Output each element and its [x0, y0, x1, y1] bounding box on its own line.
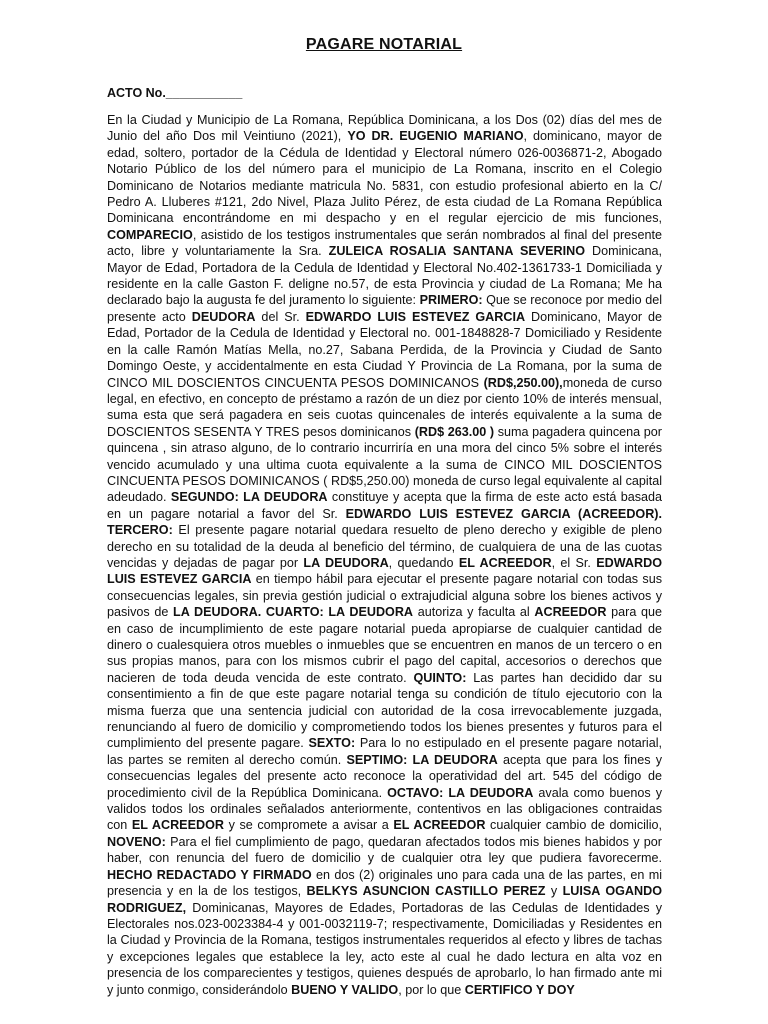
text-run: en tiempo hábil para ejecutar el presente pagare notarial con todas sus consecuencias legales, sin previa gestión judicial o extrajudicial alguna sobre los bienes activos y pasivos de	[107, 572, 662, 620]
text-run: El presente pagare notarial quedara resuelto de pleno derecho y exigible de pleno derecho en su totalidad de la deuda al beneficio del término, de cualquiera de una de las cuotas vencidas y dejadas de pagar por	[107, 523, 662, 570]
document-body	[107, 112, 662, 1012]
bold-text-run: CERTIFICO Y DOY	[464, 982, 575, 997]
text-run: y	[545, 884, 563, 899]
bold-text-run: BELKYS ASUNCION CASTILLO PEREZ	[306, 884, 546, 899]
bold-text-run: DEUDORA	[191, 309, 256, 324]
text-run: Para el fiel cumplimiento de pago, quedaran afectados todos mis bienes habidos y por haber, con renuncia del fuero de domicilio y de cualquier otra ley que pudiera favorecerme.	[107, 834, 662, 866]
text-run: en dos (2) originales uno para cada una de las partes, en mi presencia y en la de los testigos,	[107, 867, 662, 899]
text-run: , dominicano, mayor de edad, soltero, portador de la Cédula de Identidad y Electoral número 026-0036871-2, Abogado Notario Público de los del número para el municipio de La Romana, inscrito en el Colegio Dominicano de Notarios mediante matricula No. 5831, con estudio profesional abierto en la C/ Pedro A. Lluberes #121, 2do Nivel, Plaza Julito Pérez, de esta ciudad de La Romana República Dominicana encontrándome en mi despacho y en el regular ejercicio de mis funciones,	[107, 129, 662, 226]
bold-text-run: QUINTO:	[413, 670, 467, 685]
bold-text-run: LA DEUDORA	[303, 555, 389, 570]
text-run: , asistido de los testigos instrumentales que serán nombrados al final del presente acto, libre y voluntariamente la Sra.	[107, 227, 662, 259]
acto-number-line: ACTO No.___________	[107, 86, 243, 100]
text-run: , quedando	[388, 555, 459, 570]
bold-text-run: BUENO Y VALIDO	[291, 982, 399, 997]
bold-text-run: EL ACREEDOR	[393, 818, 486, 833]
bold-text-run: EDWARDO LUIS ESTEVEZ GARCIA (ACREEDOR). TERCERO:	[107, 506, 662, 538]
bold-text-run: SEPTIMO: LA DEUDORA	[346, 752, 498, 767]
text-run: acepta que para los fines y consecuencias legales del presente acto reconoce la operatividad del art. 545 del código de procedimiento civil de la República Dominicana.	[107, 752, 662, 800]
text-run: Dominicano, Mayor de Edad, Portador de la Cedula de Identidad y Electoral no. 001-1848828-7 Domiciliado y Residente en la calle Ramón Matías Mella, no.27, Sabana Perdida, de la Provincia y Ciudad de Santo Domingo Oeste, y accidentalmente en esta Ciudad Y Provincia de La Romana, por la suma de CINCO MIL DOSCIENTOS CINCUENTA PESOS DOMINICANOS	[107, 309, 662, 390]
text-run: Para lo no estipulado en el presente pagare notarial, las partes se remiten al derecho común.	[107, 736, 662, 767]
text-run: cualquier cambio de domicilio,	[485, 818, 662, 833]
bold-text-run: COMPARECIO	[107, 227, 193, 242]
text-run: Las partes han decidido dar su consentimiento a fin de que este pagare notarial tenga su condición de título ejecutorio con la misma fuerza que una sentencia judicial con autoridad de la cosa irrevocablemente juzgada, renunciando al fuero de domicilio y comprometiendo todos los bienes presentes y futuros para el cumplimiento del presente pagare.	[107, 670, 662, 751]
text-run: constituye y acepta que la firma de este acto está basada en un pagare notarial a favor del Sr.	[107, 490, 662, 521]
bold-text-run: SEXTO:	[308, 736, 356, 751]
bold-text-run: OCTAVO: LA DEUDORA	[387, 785, 534, 800]
bold-text-run: ZULEICA ROSALIA SANTANA SEVERINO	[328, 244, 586, 259]
text-run: avala como buenos y validos todos los ordinales señalados anteriormente, contentivos en las obligaciones contraidas con	[107, 785, 662, 833]
text-run: del Sr.	[255, 309, 306, 324]
text-run: , el Sr.	[551, 555, 597, 570]
bold-text-run: EDWARDO LUIS ESTEVEZ GARCIA	[305, 309, 526, 324]
text-run: moneda de curso legal, en efectivo, en concepto de préstamo a razón de un diez por ciento 10% de interés mensual, suma esta que será pagadera en seis cuotas quincenales de interés equivalente a la suma de DOSCIENTOS SESENTA Y TRES pesos dominicanos	[107, 375, 662, 439]
bold-text-run: LUISA OGANDO RODRIGUEZ,	[107, 884, 662, 915]
bold-text-run: SEGUNDO: LA DEUDORA	[170, 490, 328, 505]
bold-text-run: ACREEDOR	[534, 605, 607, 620]
bold-text-run: HECHO REDACTADO Y FIRMADO	[107, 867, 312, 882]
bold-text-run: NOVENO:	[107, 834, 166, 849]
bold-text-run: EL ACREEDOR	[458, 555, 552, 570]
text-run: Dominicana, Mayor de Edad, Portadora de la Cedula de Identidad y Electoral No.402-1361733-1 Domiciliada y residente en la calle Gaston F. deligne no.57, de esta Provincia y ciudad de La Romana; Me ha declarado bajo la augusta fe del juramento lo siguiente:	[107, 244, 662, 308]
text-run: Que se reconoce por medio del presente acto	[107, 293, 662, 324]
text-run: Dominicanas, Mayores de Edades, Portadoras de las Cedulas de Identidades y Electorales nos.023-0023384-4 y 001-0032119-7; respectivamente, Domiciliadas y Residentes en la Ciudad y Provincia de la Romana, testigos instrumentales requeridos al efecto y libres de tachas y excepciones legales que establece la ley, acto este al cual he dado lectura en alta voz en presencia de los comparecientes y testigos, quienes después de aprobarlo, lo han firmado ante mi y junto conmigo, considerándolo	[107, 900, 662, 997]
text-run: suma pagadera quincena por quincena , sin atraso alguno, de lo contrario incurriría en una mora del cinco 5% sobre el interés vencido acumulado y una ultima cuota equivalente a la suma de CINCO MIL DOSCIENTOS CINCUENTA PESOS DOMINICANOS ( RD$5,250.00) moneda de curso legal equivalente al capital adeudado.	[107, 424, 662, 505]
page-title: PAGARE NOTARIAL	[305, 36, 463, 53]
text-run: En la Ciudad y Municipio de La Romana, República Dominicana, a los Dos (02) días del mes de Junio del año Dos mil Veintiuno (2021),	[107, 113, 662, 144]
bold-text-run: (RD$ 263.00 )	[414, 424, 495, 439]
bold-text-run: YO DR. EUGENIO MARIANO	[347, 129, 524, 144]
bold-text-run: PRIMERO:	[419, 293, 483, 308]
bold-text-run: EL ACREEDOR	[131, 818, 224, 833]
bold-text-run: LA DEUDORA. CUARTO: LA DEUDORA	[173, 605, 414, 620]
text-run: , por lo que	[398, 982, 465, 997]
text-run: autoriza y faculta al	[413, 605, 535, 620]
bold-text-run: EDWARDO LUIS ESTEVEZ GARCIA	[107, 555, 662, 587]
text-run: y se compromete a avisar a	[223, 818, 394, 833]
text-run: para que en caso de incumplimiento de este pagare notarial pueda apropiarse de cualquier cantidad de dinero o cualesquiera otros muebles o inmuebles que se encuentren en manos de un tercero o en sus propias manos, para con los mismos cubrir el pago del capital, accesorios o derechos que nacieren de toda deuda vencida de este contrato.	[107, 605, 662, 685]
bold-text-run: (RD$,250.00),	[483, 375, 563, 390]
